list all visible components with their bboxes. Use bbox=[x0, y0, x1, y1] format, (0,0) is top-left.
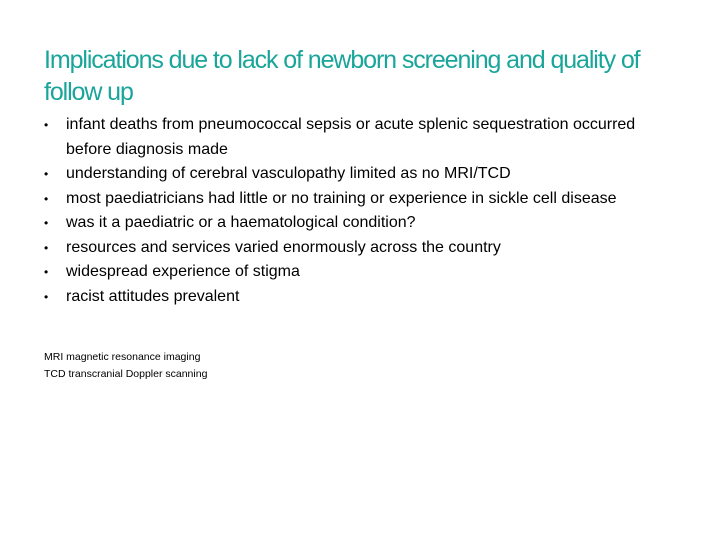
footnotes bbox=[44, 349, 207, 383]
footnote-mri: MRI magnetic resonance imaging bbox=[44, 351, 201, 363]
bullet-icon: • bbox=[44, 265, 49, 279]
bullet-icon: • bbox=[44, 240, 49, 255]
bullet-icon: • bbox=[44, 118, 49, 132]
slide-title: Implications due to lack of newborn screening and quality of follow up bbox=[44, 46, 640, 106]
bullet-list bbox=[44, 113, 664, 309]
bullet-text: infant deaths from pneumococcal sepsis or acute splenic sequestration occurred before diagnosis made bbox=[66, 116, 636, 158]
bullet-item bbox=[44, 260, 664, 285]
bullet-icon: • bbox=[44, 289, 49, 304]
bullet-icon: • bbox=[44, 167, 49, 181]
bullet-text: most paediatricians had little or no training or experience in sickle cell disease bbox=[66, 189, 617, 207]
bullet-text: resources and services varied enormously across the country bbox=[66, 238, 501, 256]
bullet-icon: • bbox=[44, 216, 49, 230]
bullet-text: was it a paediatric or a haematological condition? bbox=[66, 214, 416, 231]
footnote-tcd: TCD transcranial Doppler scanning bbox=[44, 368, 208, 380]
bullet-item bbox=[44, 113, 664, 162]
bullet-item bbox=[44, 236, 664, 261]
bullet-icon: • bbox=[44, 191, 49, 206]
bullet-item bbox=[44, 285, 664, 310]
bullet-text: racist attitudes prevalent bbox=[66, 287, 240, 305]
bullet-item bbox=[44, 187, 664, 212]
bullet-text: understanding of cerebral vasculopathy limited as no MRI/TCD bbox=[66, 165, 511, 182]
bullet-text: widespread experience of stigma bbox=[66, 263, 300, 280]
bullet-item bbox=[44, 211, 664, 236]
bullet-item bbox=[44, 162, 664, 187]
